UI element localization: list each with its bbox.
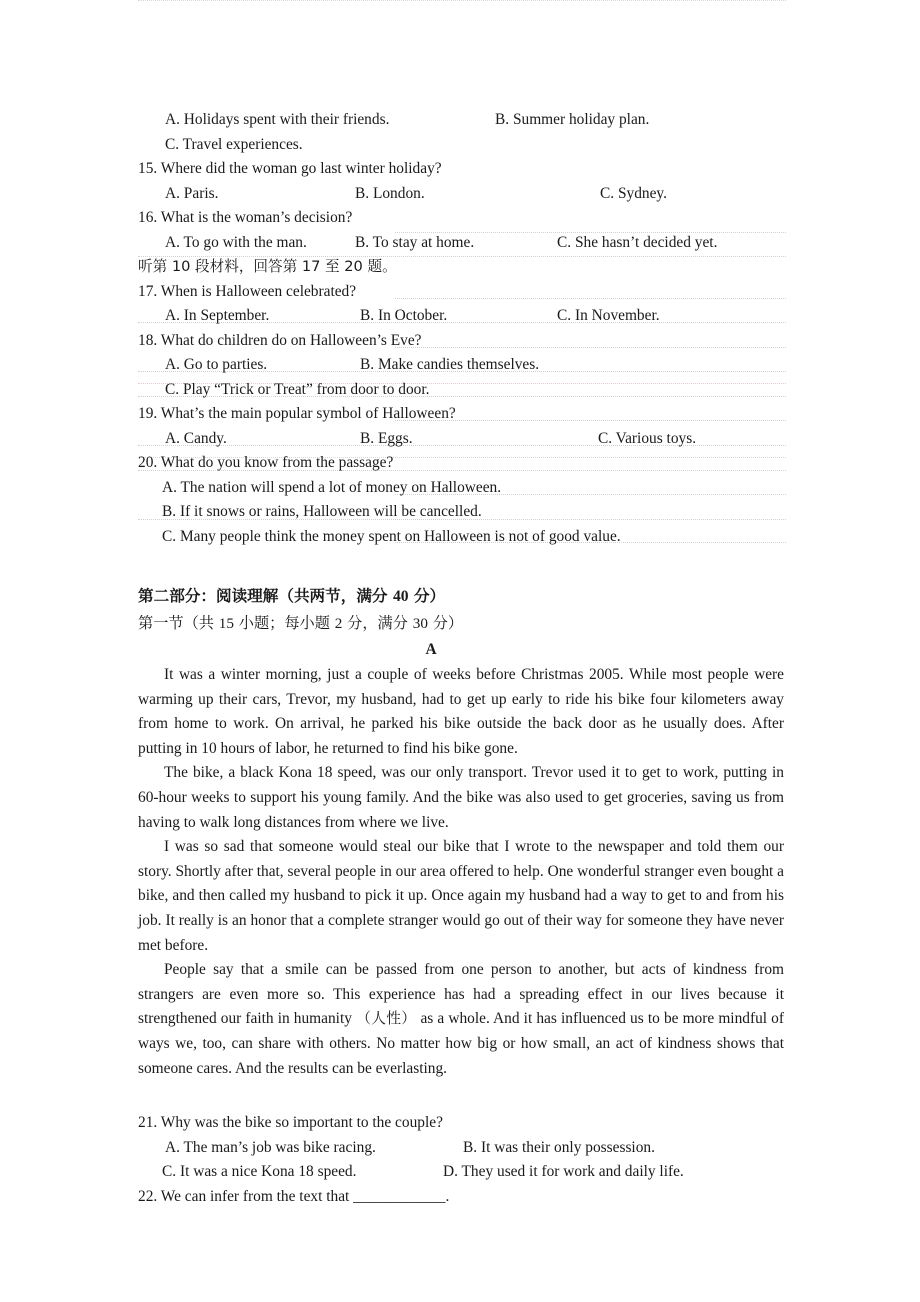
question-20-stem: 20. What do you know from the passage? <box>138 454 394 471</box>
question-19-stem: 19. What’s the main popular symbol of Halloween? <box>138 405 456 422</box>
question-15-options-row <box>138 182 784 207</box>
question-21-options-row-1 <box>138 1136 784 1161</box>
listening-material-note: 听第 10 段材料，回答第 17 至 20 题。 <box>138 258 397 275</box>
part-two-heading-text2: 分） <box>408 587 446 605</box>
q16-option-a: A. To go with the man. <box>165 233 307 251</box>
q19-option-a: A. Candy. <box>165 429 227 447</box>
question-21-options-row-2 <box>138 1160 784 1185</box>
passage-label-a: A <box>425 641 437 658</box>
part-two-heading <box>138 583 784 610</box>
q22-text-after: . <box>445 1187 450 1205</box>
q18-option-a: A. Go to parties. <box>165 356 268 373</box>
question-18-options-row <box>138 353 784 378</box>
sub-text-2: 小题；每小题 <box>233 614 335 632</box>
q16-option-b: B. To stay at home. <box>355 233 475 251</box>
q20-option-c: C. Many people think the money spent on Halloween is not of good value. <box>162 527 621 545</box>
question-14-options-row <box>138 108 784 133</box>
passage-paragraph-2: The bike, a black Kona 18 speed, was our only transport. Trevor used it to get to work, putting in 60-hour weeks to support his young family. And the bike was also used to get groceries, saving us from having to walk long distances from where we live. <box>138 764 784 831</box>
sub-text-4: 分） <box>427 614 464 632</box>
part-two-heading-text1: 第二部分：阅读理解（共两节，满分 <box>138 587 393 605</box>
q17-option-b: B. In October. <box>360 307 448 324</box>
sub-total: 30 <box>412 615 428 632</box>
question-17-options-row <box>138 304 784 329</box>
q14-option-c: C. Travel experiences. <box>165 135 303 153</box>
sub-count: 15 <box>218 615 234 632</box>
q18-option-c: C. Play “Trick or Treat” from door to door. <box>165 380 430 398</box>
q15-option-b: B. London. <box>355 184 425 202</box>
q16-option-c: C. She hasn’t decided yet. <box>557 233 718 251</box>
p4-chinese-gloss: （人性） <box>356 1010 417 1028</box>
question-19-options-row <box>138 427 784 452</box>
question-18-stem: 18. What do children do on Halloween’s Eve? <box>138 331 422 349</box>
q19-option-b: B. Eggs. <box>360 429 413 447</box>
q19-option-c: C. Various toys. <box>598 429 697 447</box>
scan-artifact-line <box>138 0 786 2</box>
q17-option-c: C. In November. <box>557 307 660 324</box>
passage-paragraph-1: It was a winter morning, just a couple of weeks before Christmas 2005. While most people were warming up their cars, Trevor, my husband, had to get up early to ride his bike four kilometers away from home to work. On arrival, he parked his bike outside the back door as he usually does. After putting in 10 hours of labor, he returned to find his bike gone. <box>138 666 784 757</box>
sub-points-each: 2 <box>334 615 343 632</box>
section-spacer <box>138 549 784 583</box>
document-body <box>138 108 784 1209</box>
q21-option-c: C. It was a nice Kona 18 speed. <box>162 1163 357 1181</box>
q22-text-before: 22. We can infer from the text that <box>138 1187 354 1205</box>
question-17-stem: 17. When is Halloween celebrated? <box>138 282 357 300</box>
sub-text-1: 第一节（共 <box>138 614 219 632</box>
q20-option-b: B. If it snows or rains, Halloween will be cancelled. <box>162 503 482 520</box>
q22-answer-blank[interactable]: ____________ <box>353 1187 446 1205</box>
p4-text-after: as a whole. And it has influenced us to be more mindful of ways we, too, can share with others. No matter how big or how small, an act of kindness shows that someone cares. And the results can be everlasting. <box>138 1010 784 1077</box>
q21-option-a: A. The man’s job was bike racing. <box>165 1138 376 1156</box>
q18-option-b: B. Make candies themselves. <box>360 356 540 373</box>
q17-option-a: A. In September. <box>165 307 270 324</box>
question-16-stem: 16. What is the woman’s decision? <box>138 209 353 226</box>
q14-option-a: A. Holidays spent with their friends. <box>165 111 390 128</box>
q21-option-d: D. They used it for work and daily life. <box>443 1163 684 1181</box>
section-one-subheading <box>138 610 784 637</box>
p4-text-before: People say that a smile can be passed from one person to another, but acts of kindness from strangers are even more so. This experience has had a spreading effect in our lives because it strengthened our faith in humanity <box>138 961 784 1028</box>
part-two-heading-score: 40 <box>392 588 409 605</box>
passage-questions-spacer <box>138 1081 784 1111</box>
q15-option-c: C. Sydney. <box>600 184 667 202</box>
q14-option-b: B. Summer holiday plan. <box>495 111 650 128</box>
question-15-stem: 15. Where did the woman go last winter holiday? <box>138 160 442 177</box>
question-21-stem: 21. Why was the bike so important to the couple? <box>138 1114 443 1132</box>
sub-text-3: 分，满分 <box>342 614 413 632</box>
q21-option-b: B. It was their only possession. <box>463 1138 655 1156</box>
q15-option-a: A. Paris. <box>165 184 219 202</box>
passage-paragraph-3: I was so sad that someone would steal our bike that I wrote to the newspaper and told them our story. Shortly after that, several people in our area offered to help. One wonderful stranger even bought a bike, and then called my husband to pick it up. Once again my husband had a way to get to and from his job. It really is an honor that a complete stranger would go out of their way for someone they have never met before. <box>138 838 784 954</box>
question-16-options-row <box>138 231 784 256</box>
passage-paragraph-4 <box>138 958 784 1081</box>
question-22-stem <box>138 1185 784 1210</box>
q20-option-a: A. The nation will spend a lot of money on Halloween. <box>162 478 502 496</box>
